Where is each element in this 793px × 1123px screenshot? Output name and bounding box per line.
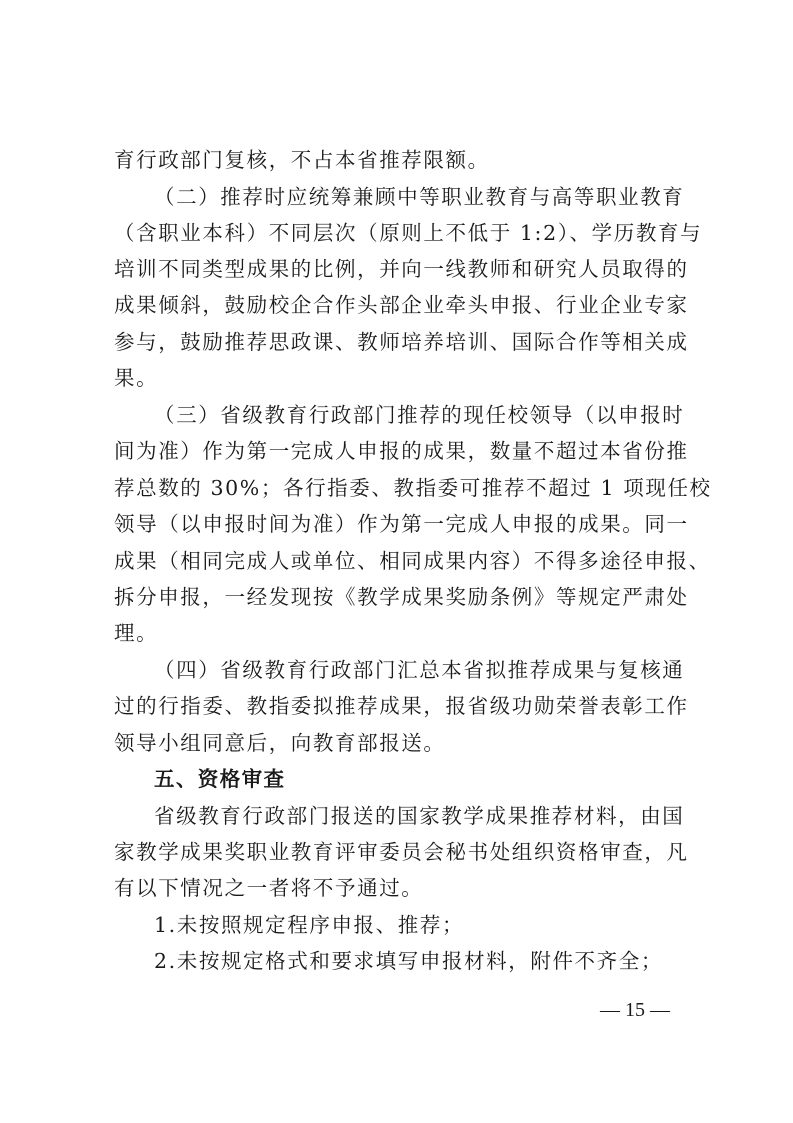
text-line: （含职业本科）不同层次（原则上不低于 1:2）、学历教育与: [114, 221, 703, 245]
text-line: （三）省级教育行政部门推荐的现任校领导（以申报时: [154, 403, 685, 427]
text-line: 有以下情况之一者将不予通过。: [114, 876, 424, 900]
text-line: 领导（以申报时间为准）作为第一完成人申报的成果。同一: [114, 512, 689, 536]
text-line: （二）推荐时应统筹兼顾中等职业教育与高等职业教育: [154, 185, 685, 209]
text-line: 成果倾斜，鼓励校企合作头部企业牵头申报、行业企业专家: [114, 293, 689, 317]
text-line: 拆分申报，一经发现按《教学成果奖励条例》等规定严肃处: [114, 585, 689, 609]
page-number: — 15 —: [600, 999, 670, 1021]
text-line: 过的行指委、教指委拟推荐成果，报省级功勋荣誉表彰工作: [114, 694, 689, 718]
text-line: 培训不同类型成果的比例，并向一线教师和研究人员取得的: [114, 257, 689, 281]
text-line: 果。: [114, 366, 159, 390]
text-line: 家教学成果奖职业教育评审委员会秘书处组织资格审查，凡: [114, 840, 689, 864]
list-item: 2.未按规定格式和要求填写申报材料，附件不齐全；: [154, 949, 663, 973]
text-line: 理。: [114, 621, 159, 645]
text-line: 领导小组同意后，向教育部报送。: [114, 731, 446, 755]
text-line: 参与，鼓励推荐思政课、教师培养培训、国际合作等相关成: [114, 330, 689, 354]
text-line: 荐总数的 30%；各行指委、教指委可推荐不超过 1 项现任校: [114, 476, 712, 500]
list-item: 1.未按照规定程序申报、推荐；: [154, 913, 465, 937]
section-heading: 五、资格审查: [154, 767, 286, 791]
text-line: 成果（相同完成人或单位、相同成果内容）不得多途径申报、: [114, 549, 711, 573]
text-line: 间为准）作为第一完成人申报的成果，数量不超过本省份推: [114, 439, 689, 463]
text-line: 省级教育行政部门报送的国家教学成果推荐材料，由国: [154, 804, 685, 828]
text-line: 育行政部门复核，不占本省推荐限额。: [114, 148, 490, 172]
text-line: （四）省级教育行政部门汇总本省拟推荐成果与复核通: [154, 658, 685, 682]
